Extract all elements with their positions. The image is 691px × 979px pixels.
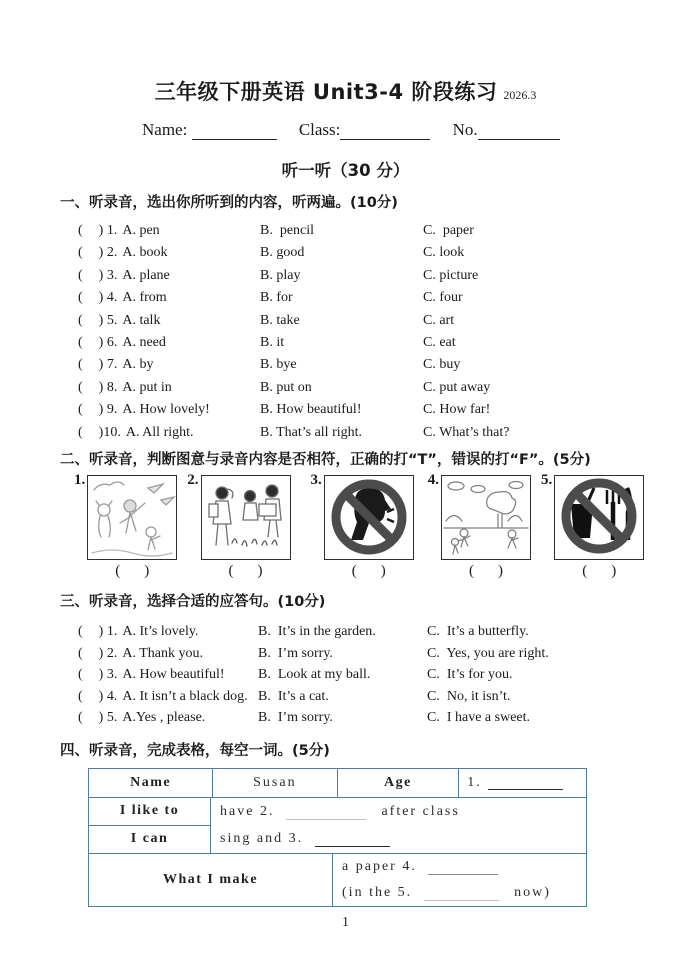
choice-row (78, 377, 691, 399)
answer-paren: ( ) (469, 562, 503, 579)
blank-5-prefix: (in the 5. (342, 884, 413, 900)
item-number: ) 3. (98, 267, 118, 283)
choice-row (78, 399, 691, 421)
section1-items (78, 220, 691, 444)
answer-paren: ( ) (228, 562, 263, 579)
item-number: ) 5. (98, 710, 118, 726)
option-a: A. from (122, 290, 167, 306)
option-c: C. put away (423, 379, 491, 395)
picture-box-1 (87, 475, 177, 560)
picture-box-3 (324, 475, 414, 560)
choice-row (78, 287, 691, 309)
answer-paren: ( (78, 688, 83, 704)
option-c: C. It’s for you. (427, 667, 513, 683)
option-a: A. How beautiful! (122, 667, 225, 683)
picture-number: 2. (187, 471, 199, 488)
picture-item (427, 471, 531, 580)
answer-paren: ( (78, 402, 83, 418)
item-number: ) 3. (98, 667, 118, 683)
page-number: 1 (342, 913, 349, 929)
students-holding-books-in-garden-icon (202, 476, 290, 559)
option-c: C. paper (423, 223, 474, 238)
choice-row (78, 422, 691, 444)
blank-2-suffix: after class (381, 803, 460, 819)
option-b: B. That’s all right. (260, 424, 363, 440)
choice-row (78, 707, 691, 729)
option-b: B. for (260, 290, 293, 306)
option-a: A. How lovely! (122, 402, 210, 418)
option-c: C. I have a sweet. (427, 710, 531, 726)
option-c: C. How far! (423, 402, 491, 418)
no-talking-sign-icon (325, 476, 413, 559)
table-value-name: Susan (213, 769, 337, 797)
table-cell-can (220, 831, 586, 847)
answer-paren: ( (78, 623, 83, 639)
children-playing-in-park-icon (442, 476, 530, 559)
choice-row (78, 354, 691, 376)
table-row (89, 769, 586, 798)
section3-heading: 三、听录音，选择合适的应答句。(10分) (60, 593, 326, 610)
choice-row (78, 621, 691, 643)
blank-2-prefix: have 2. (220, 803, 275, 819)
listening-part-title: 听一听（30 分） (281, 161, 410, 180)
option-c: C. picture (423, 267, 479, 283)
option-b: B. It’s in the garden. (258, 623, 376, 639)
answer-paren: ( (78, 290, 83, 306)
choice-row (78, 664, 691, 686)
exam-date: 2026.3 (503, 88, 537, 102)
option-c: C. It’s a butterfly. (427, 623, 529, 639)
answer-paren: ( (78, 223, 83, 238)
option-a: A. talk (122, 312, 161, 328)
answer-paren: ( (78, 424, 83, 440)
answer-blank-5 (424, 886, 499, 901)
item-number: ) 2. (98, 245, 118, 261)
option-b: B. Look at my ball. (258, 667, 371, 683)
name-label: Name: (142, 120, 188, 139)
picture-number: 1. (74, 471, 86, 488)
answer-paren: ( (78, 334, 83, 350)
picture-item (310, 471, 414, 580)
option-a: A. need (122, 334, 166, 350)
option-b: B. I’m sorry. (258, 645, 333, 661)
option-b: B. bye (260, 357, 297, 373)
option-a: A. pen (122, 223, 160, 238)
item-number: ) 6. (98, 334, 118, 350)
option-a: A. put in (122, 379, 172, 395)
no-eating-drinking-sign-icon (555, 476, 643, 559)
section2-pictures (74, 471, 691, 580)
page-title: 三年级下册英语 Unit3-4 阶段练习 (154, 80, 498, 104)
choice-row (78, 332, 691, 354)
option-c: C. buy (423, 357, 461, 373)
option-b: B. good (260, 245, 305, 261)
option-a: A. Thank you. (122, 645, 203, 661)
option-b: B. it (260, 334, 285, 350)
option-b: B. put on (260, 379, 312, 395)
item-number: )10. (98, 424, 121, 440)
table-cell-age (459, 769, 586, 797)
answer-paren: ( (78, 710, 83, 726)
choice-row (78, 686, 691, 708)
answer-paren: ( (78, 379, 83, 395)
answer-paren: ( (78, 267, 83, 283)
option-c: C. What’s that? (423, 424, 510, 440)
answer-paren: ( (78, 245, 83, 261)
option-c: C. four (423, 290, 463, 306)
answer-paren: ( (78, 357, 83, 373)
no-blank (478, 121, 560, 140)
option-b: B. I’m sorry. (258, 710, 333, 726)
class-blank (340, 121, 430, 140)
option-a: A. All right. (125, 424, 194, 440)
answer-blank-2 (286, 805, 366, 820)
option-c: C. No, it isn’t. (427, 688, 511, 704)
choice-row (78, 220, 691, 242)
item-number: ) 2. (98, 645, 118, 661)
picture-box-5 (554, 475, 644, 560)
answer-blank-3 (315, 832, 390, 847)
choice-row (78, 310, 691, 332)
class-label: Class: (298, 120, 341, 139)
item-number: ) 9. (98, 402, 118, 418)
picture-item (541, 471, 644, 580)
picture-box-4 (441, 475, 531, 560)
table-row (89, 854, 586, 906)
option-a: A. by (122, 357, 154, 373)
option-b: B. play (260, 267, 301, 283)
answer-paren: ( ) (582, 562, 617, 579)
blank-5-suffix: now) (514, 884, 551, 900)
no-label: No. (452, 120, 478, 139)
picture-item (187, 471, 290, 580)
choice-row (78, 265, 691, 287)
option-b: B. pencil (260, 223, 315, 238)
option-a: A. It isn’t a black dog. (122, 688, 248, 704)
item-number: ) 4. (98, 688, 118, 704)
picture-number: 3. (310, 471, 322, 488)
option-c: C. Yes, you are right. (427, 645, 549, 661)
item-number: ) 1. (98, 223, 118, 238)
item-number: ) 7. (98, 357, 118, 373)
answer-paren: ( (78, 667, 83, 683)
option-c: C. look (423, 245, 465, 261)
item-number: ) 4. (98, 290, 118, 306)
item-number: ) 1. (98, 623, 118, 639)
table-header-what-i-make: What I make (89, 854, 333, 906)
choice-row (78, 242, 691, 264)
answer-paren: ( ) (115, 562, 150, 579)
blank-4-prefix: a paper 4. (342, 858, 417, 874)
item-number: ) 8. (98, 379, 118, 395)
answer-blank-4 (428, 860, 498, 875)
section1-heading: 一、听录音，选出你所听到的内容，听两遍。(10分) (60, 195, 398, 211)
picture-number: 4. (427, 471, 439, 488)
section3-items (78, 621, 691, 729)
table-header-i-can: I can (130, 831, 169, 847)
answer-paren: ( ) (351, 562, 386, 579)
answer-paren: ( (78, 645, 83, 661)
name-blank (192, 121, 277, 140)
blank-1-prefix: 1. (467, 774, 482, 790)
picture-box-2 (201, 475, 291, 560)
table-header-name: Name (89, 769, 213, 797)
header (0, 0, 691, 106)
option-a: A. book (122, 245, 168, 261)
option-b: B. take (260, 312, 300, 328)
blank-3-prefix: sing and 3. (220, 831, 304, 847)
section4-heading: 四、听录音，完成表格，每空一词。(5分) (60, 742, 330, 759)
picture-number: 5. (541, 471, 553, 488)
option-a: A. It’s lovely. (122, 623, 199, 639)
table-cell-like (220, 804, 586, 820)
item-number: ) 5. (98, 312, 118, 328)
option-b: B. It’s a cat. (258, 688, 329, 704)
option-b: B. How beautiful! (260, 402, 362, 418)
table-header-i-like-to: I like to (89, 798, 210, 826)
answer-paren: ( (78, 312, 83, 328)
table-header-age: Age (338, 769, 460, 797)
option-a: A.Yes , please. (122, 710, 206, 726)
children-flying-paper-planes-icon (88, 476, 176, 559)
student-info-line (142, 120, 691, 140)
picture-item (74, 471, 177, 580)
option-c: C. eat (423, 334, 456, 350)
listening-table (88, 768, 587, 907)
choice-row (78, 643, 691, 665)
table-cell-make-line1 (342, 859, 586, 875)
table-cell-make-line2 (342, 885, 586, 901)
section2-heading: 二、听录音，判断图意与录音内容是否相符，正确的打“T”，错误的打“F”。(5分) (60, 451, 591, 468)
table-row (89, 798, 586, 854)
option-a: A. plane (122, 267, 170, 283)
answer-blank-1 (488, 775, 563, 790)
option-c: C. art (423, 312, 455, 328)
